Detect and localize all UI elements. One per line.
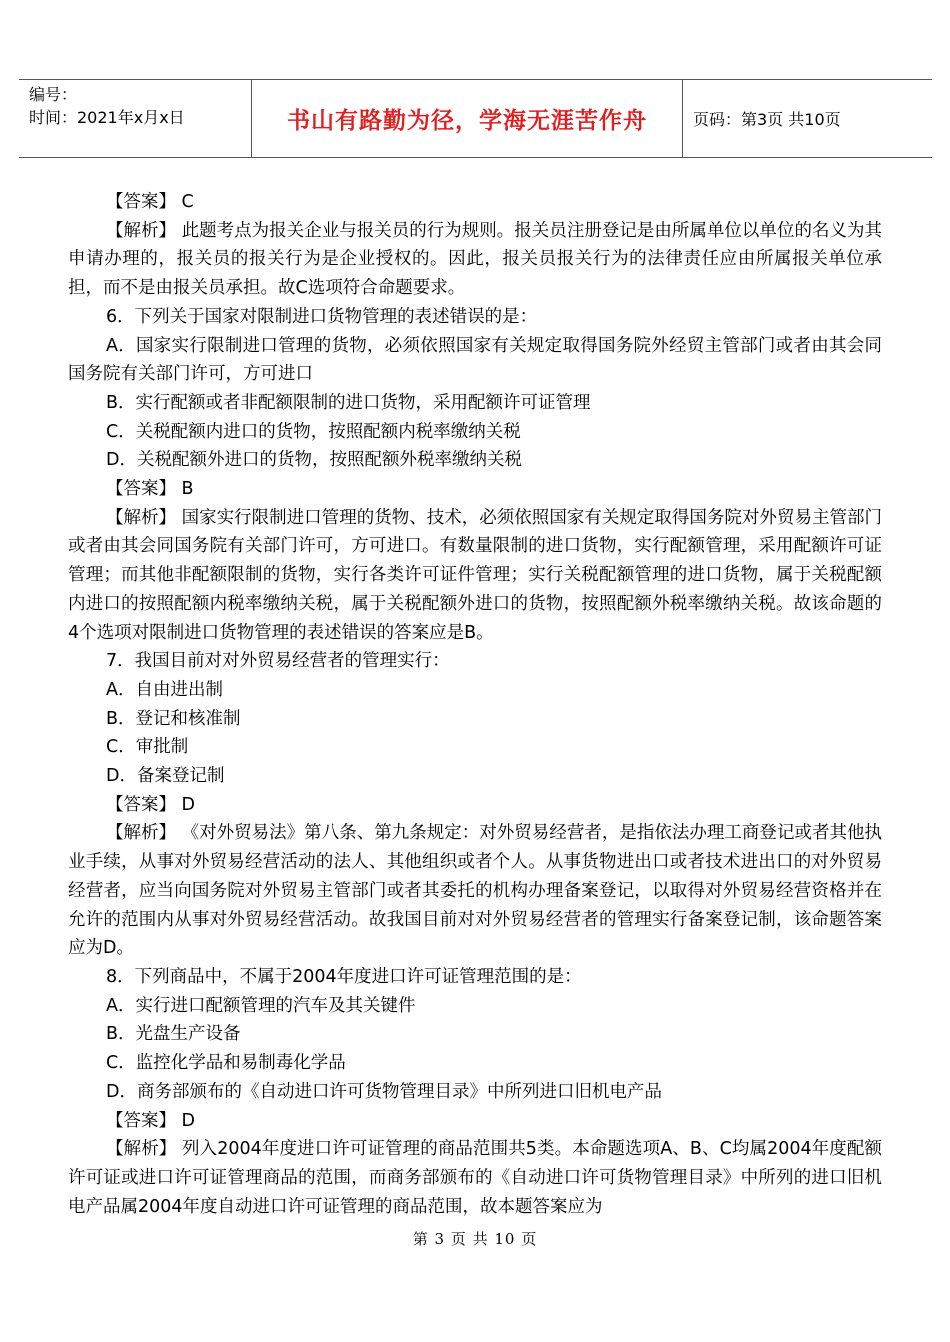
option-c: C．关税配额内进口的货物，按照配额内税率缴纳关税	[106, 421, 521, 442]
option-c: C．审批制	[106, 737, 189, 758]
option-c: C．监控化学品和易制毒化学品	[106, 1053, 346, 1074]
option-b: B．实行配额或者非配额限制的进口货物，采用配额许可证管理	[106, 392, 591, 413]
header-page-cell	[683, 80, 932, 157]
answer-line: 【答案】 C	[106, 192, 194, 212]
header-motto-cell	[252, 80, 683, 157]
option-d: D．关税配额外进口的货物，按照配额外税率缴纳关税	[106, 450, 522, 471]
header-time-label: 时间：2021年x月x日	[29, 108, 185, 127]
question-8: 8．下列商品中，不属于2004年度进口许可证管理范围的是：	[106, 966, 582, 987]
page-footer: 第 3 页 共 10 页	[412, 1230, 538, 1248]
answer-line: 【答案】 D	[106, 794, 196, 815]
option-b: B．光盘生产设备	[106, 1024, 241, 1045]
header-page-info: 页码：第3页 共10页	[693, 110, 841, 129]
option-a: A．自由进出制	[106, 679, 223, 700]
explanation-paragraph: 【解析】 国家实行限制进口管理的货物、技术，必须依照国家有关规定取得国务院对外贸易主管部门或者由其会同国务院有关部门许可，方可进口。有数量限制的进口货物，实行配额管理，采用配额许可证管理；而其他非配额限制的货物，实行各类许可证件管理；实行关税配额管理的进口货物，属于关税配额内进口的按照配额内税率缴纳关税，属于关税配额外进口的货物，按照配额外税率缴纳关税。故该命题的4个选项对限制进口货物管理的表述错误的答案应是B。	[68, 507, 882, 643]
document-header	[19, 79, 932, 158]
option-a: A．实行进口配额管理的汽车及其关键件	[106, 995, 416, 1016]
document-body	[68, 188, 882, 1221]
option-b: B．登记和核准制	[106, 708, 241, 729]
explanation-paragraph: 【解析】 此题考点为报关企业与报关员的行为规则。报关员注册登记是由所属单位以单位的名义为其申请办理的，报关员的报关行为是企业授权的。因此，报关员报关行为的法律责任应由所属报关单位承担，而不是由报关员承担。故C选项符合命题要求。	[68, 220, 882, 299]
header-number-label: 编号：	[29, 85, 78, 104]
answer-line: 【答案】 D	[106, 1110, 196, 1131]
explanation-paragraph: 【解析】 《对外贸易法》第八条、第九条规定：对外贸易经营者，是指依法办理工商登记或者其他执业手续，从事对外贸易经营活动的法人、其他组织或者个人。从事货物进出口或者技术进出口的对外贸易经营者，应当向国务院对外贸易主管部门或者其委托的机构办理备案登记，以取得对外贸易经营资格并在允许的范围内从事对外贸易经营活动。故我国目前对对外贸易经营者的管理实行备案登记制，该命题答案应为D。	[68, 823, 882, 959]
explanation-paragraph: 【解析】 列入2004年度进口许可证管理的商品范围共5类。本命题选项A、B、C均属2004年度配额许可证或进口许可证管理商品的范围，而商务部颁布的《自动进口许可货物管理目录》中所列的进口旧机电产品属2004年度自动进口许可证管理的商品范围，故本题答案应为	[68, 1139, 882, 1217]
option-a: A．国家实行限制进口管理的货物，必须依照国家有关规定取得国务院外经贸主管部门或者由其会同国务院有关部门许可，方可进口	[68, 335, 882, 385]
header-meta-cell	[19, 80, 252, 157]
option-d: D．备案登记制	[106, 766, 225, 787]
question-7: 7．我国目前对对外贸易经营者的管理实行：	[106, 651, 450, 672]
header-motto: 书山有路勤为径，学海无涯苦作舟	[287, 108, 647, 134]
option-d: D．商务部颁布的《自动进口许可货物管理目录》中所列进口旧机电产品	[106, 1081, 662, 1102]
answer-line: 【答案】 B	[106, 479, 194, 500]
question-6: 6．下列关于国家对限制进口货物管理的表述错误的是：	[106, 306, 538, 327]
